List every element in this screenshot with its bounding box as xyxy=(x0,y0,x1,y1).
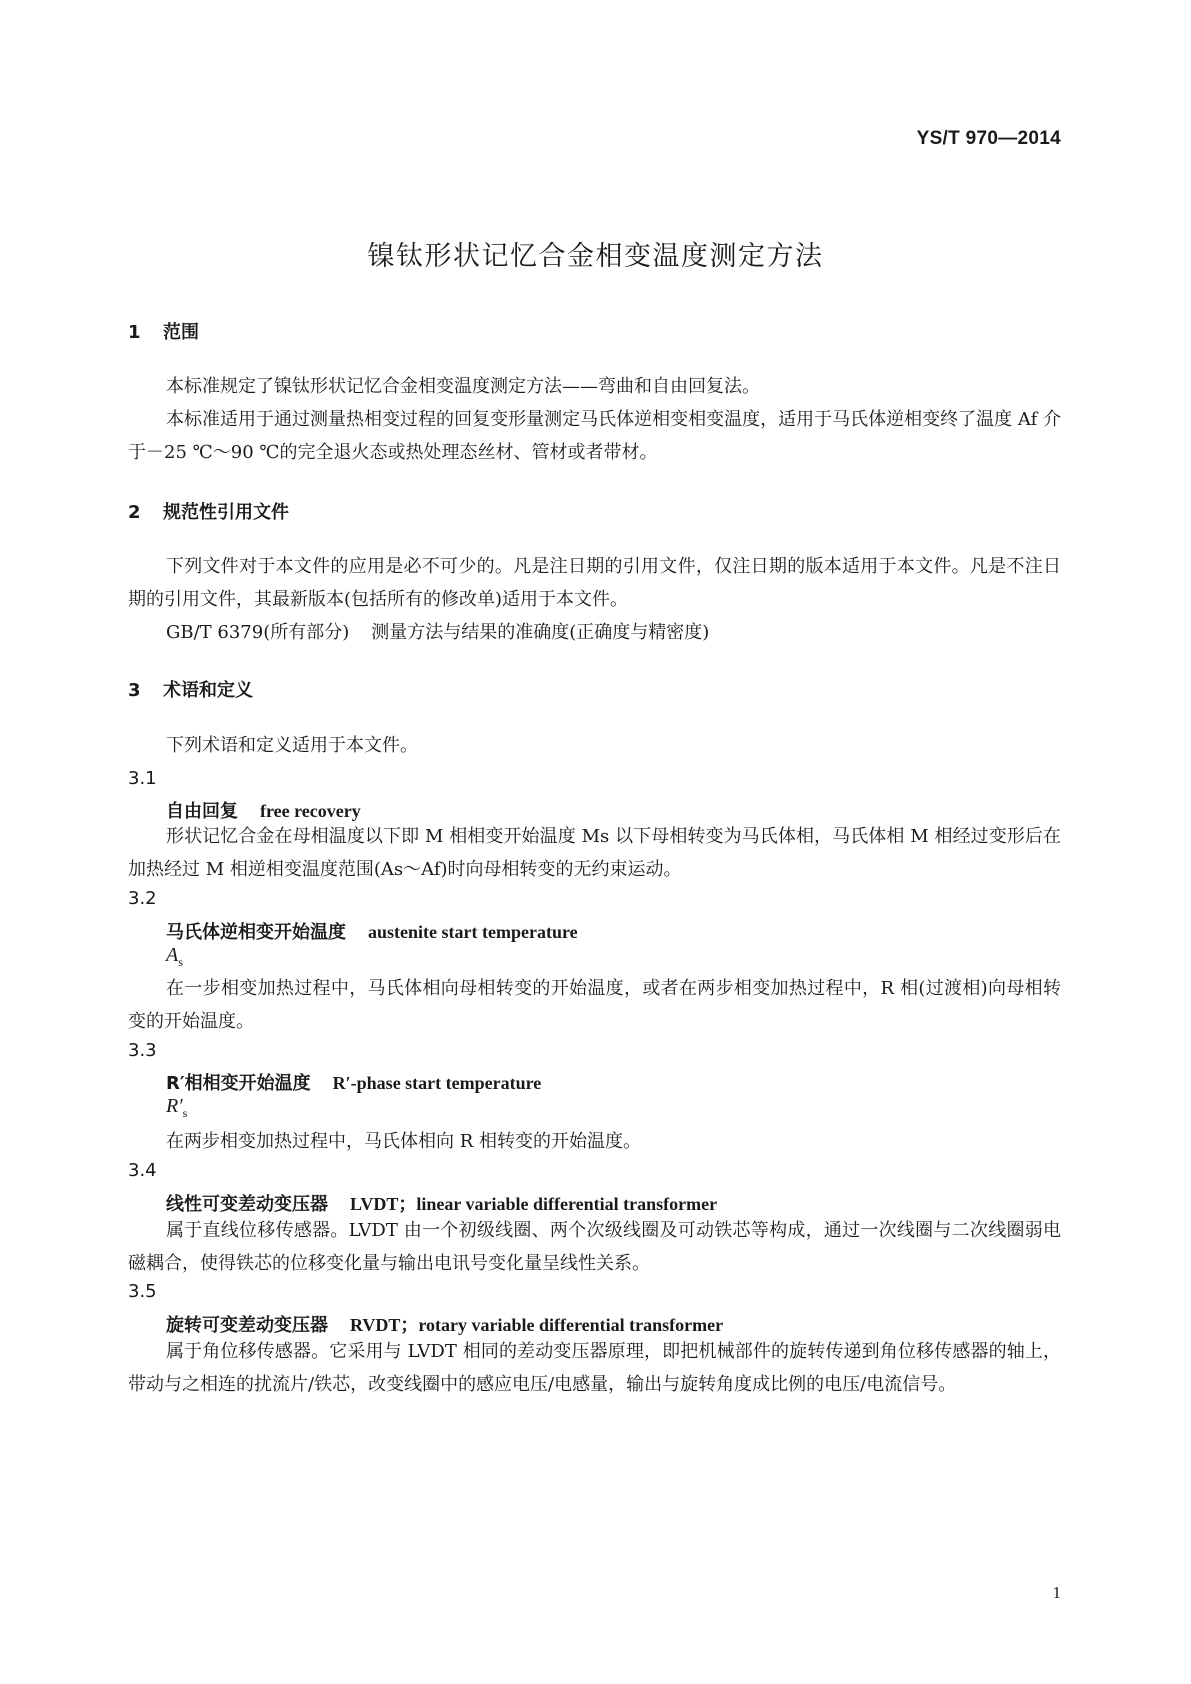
section-1-paragraph-1: 本标准规定了镍钛形状记忆合金相变温度测定方法——弯曲和自由回复法。 xyxy=(166,376,760,397)
term-heading xyxy=(128,1069,1099,1095)
term-number: 3.5 xyxy=(128,1281,157,1302)
term-en: R′-phase start temperature xyxy=(332,1073,542,1093)
section-2-heading xyxy=(128,498,1061,524)
term-symbol: $R'_s$ xyxy=(166,1095,188,1120)
term-zh: R′相相变开始温度 xyxy=(166,1073,311,1094)
section-number: 3 xyxy=(128,680,141,701)
section-3-heading xyxy=(128,676,1061,702)
term-en: austenite start temperature xyxy=(368,922,578,942)
term-number: 3.3 xyxy=(128,1040,157,1061)
term-definition: 属于角位移传感器。它采用与 LVDT 相同的差动变压器原理，即把机械部件的旋转传递到角位移传感器的轴上，带动与之相连的扰流片/铁芯，改变线圈中的感应电压/电感量，输出与旋转角度成比例的电压/电流信号。 xyxy=(128,1341,1061,1395)
page-number: 1 xyxy=(1052,1583,1061,1602)
reference-title: 测量方法与结果的准确度(正确度与精密度) xyxy=(371,622,710,643)
term-definition: 属于直线位移传感器。LVDT 由一个初级线圈、两个次级线圈及可动铁芯等构成，通过一次线圈与二次线圈弱电磁耦合，使得铁芯的位移变化量与输出电讯号变化量呈线性关系。 xyxy=(128,1220,1061,1274)
term-en: RVDT；rotary variable differential transformer xyxy=(350,1315,724,1335)
term-zh: 自由回复 xyxy=(166,801,238,822)
term-heading xyxy=(128,1190,1099,1216)
section-2-paragraph-1: 下列文件对于本文件的应用是必不可少的。凡是注日期的引用文件，仅注日期的版本适用于本文件。凡是不注日期的引用文件，其最新版本(包括所有的修改单)适用于本文件。 xyxy=(128,556,1061,610)
term-definition: 在两步相变加热过程中，马氏体相向 R 相转变的开始温度。 xyxy=(166,1131,641,1152)
document-title: 镍钛形状记忆合金相变温度测定方法 xyxy=(367,241,824,272)
term-definition: 形状记忆合金在母相温度以下即 M 相相变开始温度 Ms 以下母相转变为马氏体相，马氏体相 M 相经过变形后在加热经过 M 相逆相变温度范围(As～Af)时向母相转变的无约束运动。 xyxy=(128,826,1061,880)
section-title: 范围 xyxy=(163,322,199,343)
term-definition: 在一步相变加热过程中，马氏体相向母相转变的开始温度，或者在两步相变加热过程中，R 相(过渡相)向母相转变的开始温度。 xyxy=(128,978,1061,1032)
standard-code: YS/T 970—2014 xyxy=(916,128,1061,149)
term-zh: 马氏体逆相变开始温度 xyxy=(166,922,346,943)
term-heading xyxy=(128,918,1099,944)
term-number: 3.2 xyxy=(128,888,157,909)
section-3-intro: 下列术语和定义适用于本文件。 xyxy=(166,735,418,756)
section-title: 术语和定义 xyxy=(163,680,253,701)
term-zh: 线性可变差动变压器 xyxy=(166,1194,328,1215)
section-title: 规范性引用文件 xyxy=(163,502,289,523)
term-heading xyxy=(128,1311,1099,1337)
section-1-heading xyxy=(128,318,1061,344)
normative-reference xyxy=(128,616,1099,649)
term-en: LVDT；linear variable differential transformer xyxy=(350,1194,718,1214)
term-en: free recovery xyxy=(260,801,361,821)
section-1-paragraph-2: 本标准适用于通过测量热相变过程的回复变形量测定马氏体逆相变相变温度，适用于马氏体逆相变终了温度 Af 介于－25 ℃～90 ℃的完全退火态或热处理态丝材、管材或者带材。 xyxy=(128,409,1061,463)
reference-code: GB/T 6379(所有部分) xyxy=(166,622,350,643)
section-number: 1 xyxy=(128,322,141,343)
term-symbol: $A_s$ xyxy=(166,944,183,969)
term-number: 3.1 xyxy=(128,768,157,789)
term-number: 3.4 xyxy=(128,1160,157,1181)
section-number: 2 xyxy=(128,502,141,523)
term-zh: 旋转可变差动变压器 xyxy=(166,1315,328,1336)
